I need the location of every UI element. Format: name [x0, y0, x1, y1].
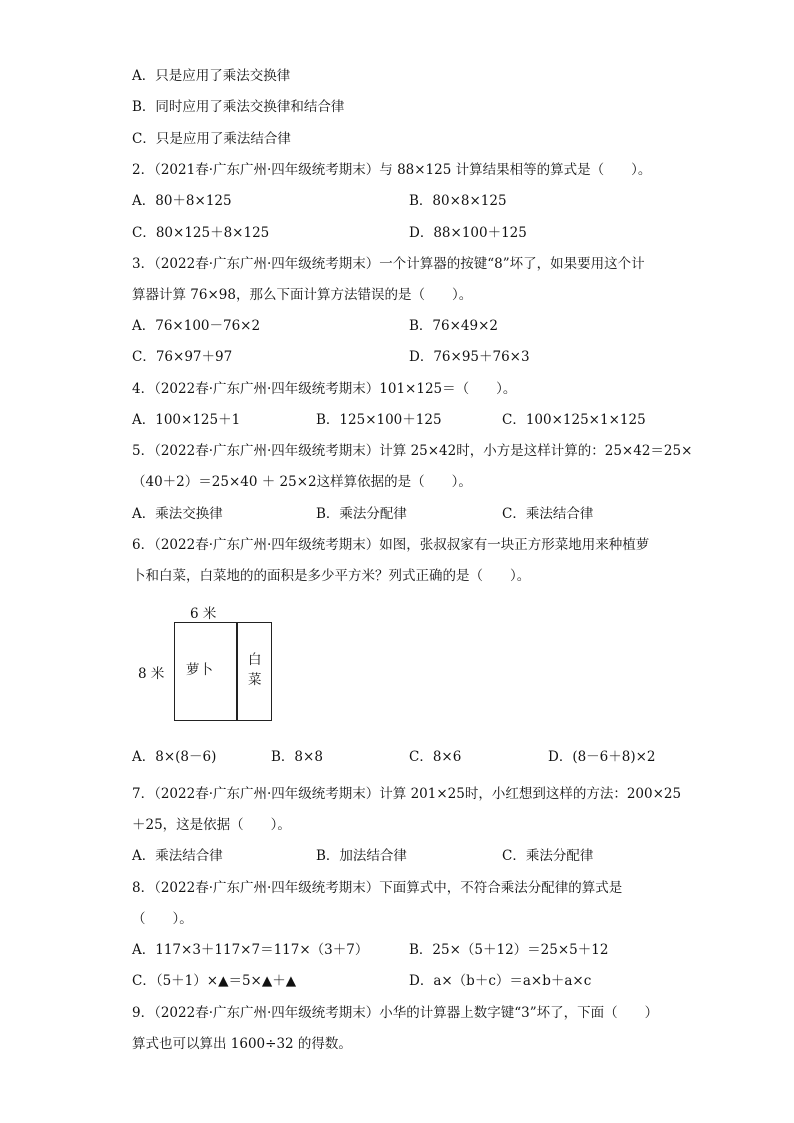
q4-stem: 4．（2022春·广东广州·四年级统考期末）101×125＝（ ）。 [132, 381, 517, 397]
q6-option-a: A．8×(8－6) [132, 749, 217, 765]
q8-option-d: D．a×（b＋c）＝a×b＋a×c [409, 973, 592, 989]
q6-option-c: C．8×6 [409, 749, 462, 765]
q5-option-a: A．乘法交换律 [132, 506, 223, 522]
q8-stem-line2: （ ）。 [132, 911, 193, 927]
garden-diagram [138, 600, 288, 725]
q9-stem-line1: 9．（2022春·广东广州·四年级统考期末）小华的计算器上数字键“3”坏了，下面（ ） [132, 1005, 659, 1021]
q8-stem-line1: 8．（2022春·广东广州·四年级统考期末）下面算式中，不符合乘法分配律的算式是 [132, 880, 623, 896]
q6-option-b: B．8×8 [271, 749, 323, 765]
q7-option-c: C．乘法分配律 [502, 848, 594, 864]
q2-option-d: D．88×100＋125 [409, 225, 527, 241]
q6-stem-line1: 6．（2022春·广东广州·四年级统考期末）如图，张叔叔家有一块正方形菜地用来种植萝 [132, 537, 650, 553]
diagram-width-label: 6 米 [190, 606, 217, 622]
q2-stem: 2．（2021春·广东广州·四年级统考期末）与 88×125 计算结果相等的算式是（ ）。 [132, 162, 652, 178]
q3-option-a: A．76×100－76×2 [132, 318, 261, 334]
q5-option-b: B．乘法分配律 [316, 506, 407, 522]
q9-stem-line2: 算式也可以算出 1600÷32 的得数。 [132, 1036, 352, 1052]
q8-option-b: B．25×（5＋12）＝25×5＋12 [409, 942, 609, 958]
q7-stem-line1: 7．（2022春·广东广州·四年级统考期末）计算 201×25时，小红想到这样的方法：200×25 [132, 786, 682, 802]
q2-option-a: A．80＋8×125 [132, 193, 232, 209]
q6-stem-line2: 卜和白菜，白菜地的的面积是多少平方米？列式正确的是（ ）。 [132, 568, 531, 584]
q3-stem-line2: 算器计算 76×98，那么下面计算方法错误的是（ ）。 [132, 287, 473, 303]
radish-label: 萝卜 [186, 662, 213, 678]
q4-option-b: B．125×100＋125 [316, 412, 442, 428]
q7-stem-line2: ＋25，这是依据（ ）。 [132, 817, 291, 833]
q2-option-c: C．80×125＋8×125 [132, 225, 270, 241]
q5-option-c: C．乘法结合律 [502, 506, 594, 522]
cabbage-label-1: 白 [248, 652, 262, 668]
q5-stem-line1: 5．（2022春·广东广州·四年级统考期末）计算 25×42时，小方是这样计算的：25×42＝25× [132, 443, 693, 459]
q2-option-b: B．80×8×125 [409, 193, 507, 209]
q8-option-c: C．（5＋1）×▲＝5×▲＋▲ [132, 973, 297, 989]
q1-option-c: C．只是应用了乘法结合律 [132, 131, 291, 147]
q1-option-b: B．同时应用了乘法交换律和结合律 [132, 99, 345, 115]
q6-option-d: D．(8－6＋8)×2 [548, 749, 656, 765]
q3-option-b: B．76×49×2 [409, 318, 498, 334]
q8-option-a: A．117×3＋117×7＝117×（3＋7） [132, 942, 369, 958]
diagram-height-label: 8 米 [138, 666, 165, 682]
q3-option-c: C．76×97＋97 [132, 349, 233, 365]
q7-option-a: A．乘法结合律 [132, 848, 223, 864]
q4-option-a: A．100×125＋1 [132, 412, 241, 428]
q1-option-a: A．只是应用了乘法交换律 [132, 68, 291, 84]
q3-stem-line1: 3．（2022春·广东广州·四年级统考期末）一个计算器的按键“8”坏了，如果要用这个计 [132, 256, 645, 272]
q4-option-c: C．100×125×1×125 [502, 412, 646, 428]
q7-option-b: B．加法结合律 [316, 848, 407, 864]
q3-option-d: D．76×95＋76×3 [409, 349, 530, 365]
q5-stem-line2: （40＋2）＝25×40 ＋ 25×2这样算依据的是（ ）。 [132, 474, 472, 490]
cabbage-label-2: 菜 [248, 672, 262, 688]
